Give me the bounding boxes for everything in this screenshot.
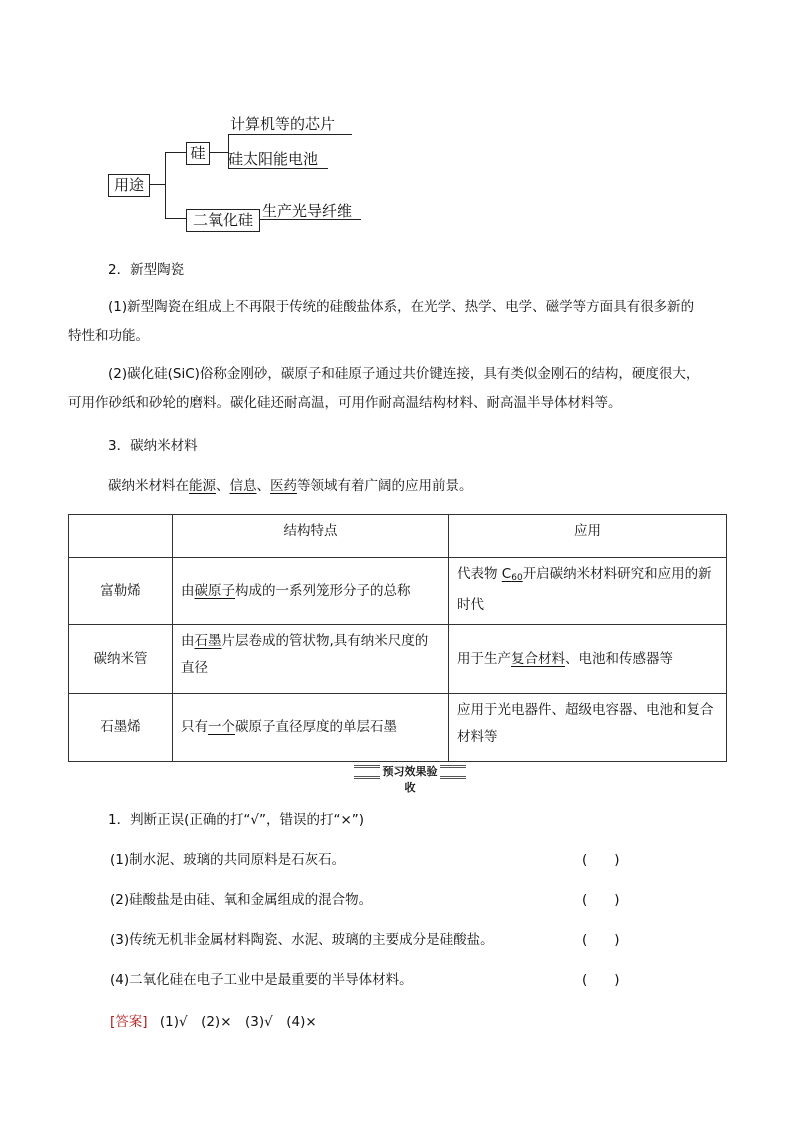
diagram-silicon-box: 硅 xyxy=(186,142,210,165)
banner-label: 预习效果验收 xyxy=(380,764,440,796)
diagram-use-chip: 计算机等的芯片 xyxy=(230,115,336,133)
section-heading-ceramics: 2．新型陶瓷 xyxy=(108,262,185,278)
underlined-term: 碳原子 xyxy=(194,582,235,599)
answer-tag: [答案] xyxy=(110,1014,148,1030)
underlined-term: 信息 xyxy=(229,478,257,494)
diagram-connector xyxy=(165,152,186,153)
section-heading-carbon-nano: 3．碳纳米材料 xyxy=(108,438,198,454)
table-cell-name: 碳纳米管 xyxy=(69,625,173,694)
table-cell-structure xyxy=(173,694,449,762)
quiz-item: (1)制水泥、玻璃的共同原料是石灰石。 xyxy=(110,852,346,868)
text-line: (1)新型陶瓷在组成上不再限于传统的硅酸盐体系，在光学、热学、电学、磁学等方面具有很多新的 xyxy=(108,299,695,315)
table-header-blank xyxy=(69,515,173,558)
underlined-term: 复合材料 xyxy=(511,650,565,667)
subscript: 60 xyxy=(511,573,523,583)
quiz-title: 1．判断正误(正确的打“√”，错误的打“×”) xyxy=(108,812,365,828)
quiz-item: (3)传统无机非金属材料陶瓷、水泥、玻璃的主要成分是硅酸盐。 xyxy=(110,932,494,948)
diagram-connector xyxy=(165,218,186,219)
table-row xyxy=(69,625,727,694)
answer-text: (1)√ (2)× (3)√ (4)× xyxy=(159,1014,317,1030)
diagram-root-box: 用途 xyxy=(108,174,150,197)
text-line: 可用作砂纸和砂轮的磨料。碳化硅还耐高温，可用作耐高温结构材料、耐高温半导体材料等。 xyxy=(68,395,622,411)
table-cell-structure xyxy=(173,625,449,694)
underlined-term: 一个 xyxy=(208,719,235,735)
underlined-term: 能源 xyxy=(189,478,216,494)
text-line: 特性和功能。 xyxy=(68,328,149,344)
diagram-connector xyxy=(228,134,352,135)
underlined-term xyxy=(502,566,523,582)
quiz-answer-blank[interactable]: ( ) xyxy=(582,892,620,908)
quiz-answer-blank[interactable]: ( ) xyxy=(582,932,620,948)
text-span: 片层卷成的管状物,具有纳米尺度的直径 xyxy=(181,633,429,676)
text-span: C xyxy=(501,566,512,582)
diagram-silicon-dioxide-box: 二氧化硅 xyxy=(186,209,260,232)
diagram-connector xyxy=(149,184,165,185)
table-header-application: 应用 xyxy=(449,515,727,558)
text-span: 用于生产 xyxy=(457,650,511,667)
underlined-term: 石墨 xyxy=(194,633,222,649)
quiz-item: (4)二氧化硅在电子工业中是最重要的半导体材料。 xyxy=(110,972,413,988)
text-span: 碳纳米材料在 xyxy=(108,478,189,494)
table-row xyxy=(69,558,727,625)
text-span: 代表物 xyxy=(457,566,502,582)
text-span: 由 xyxy=(181,633,195,649)
table-cell-application xyxy=(449,558,727,625)
paragraph-silicon-carbide xyxy=(68,360,728,418)
quiz-answer-blank[interactable]: ( ) xyxy=(582,852,620,868)
quiz-answer-blank[interactable]: ( ) xyxy=(582,972,620,988)
table-cell-name: 石墨烯 xyxy=(69,694,173,762)
table-header-structure: 结构特点 xyxy=(173,515,449,558)
text-span: 等领域有着广阔的应用前景。 xyxy=(297,478,473,494)
diagram-bracket xyxy=(165,152,166,218)
table-row xyxy=(69,694,727,762)
diagram-use-solar: 硅太阳能电池 xyxy=(228,150,319,168)
text-span: 构成的一系列笼形分子的总称 xyxy=(235,582,411,599)
table-cell-structure xyxy=(173,558,449,625)
text-span: 由 xyxy=(181,582,195,599)
carbon-nano-table xyxy=(68,514,727,762)
underlined-term: 医药 xyxy=(270,478,297,494)
text-span: 、 xyxy=(256,478,270,494)
diagram-connector xyxy=(209,152,228,153)
quiz-item: (2)硅酸盐是由硅、氧和金属组成的混合物。 xyxy=(110,892,373,908)
table-header-row xyxy=(69,515,727,558)
diagram-use-fiber: 生产光导纤维 xyxy=(262,202,353,220)
text-span: 、电池和传感器等 xyxy=(565,650,673,667)
text-span: 、 xyxy=(216,478,230,494)
table-cell-application: 应用于光电器件、超级电容器、电池和复合材料等 xyxy=(449,694,727,762)
text-span: 开启碳纳米材料研究和应用的新时代 xyxy=(457,566,712,613)
paragraph-carbon-nano-intro xyxy=(108,474,473,494)
text-span: 碳原子直径厚度的单层石墨 xyxy=(235,719,397,735)
paragraph-new-ceramics xyxy=(68,293,728,351)
table-cell-name: 富勒烯 xyxy=(69,558,173,625)
text-line: (2)碳化硅(SiC)俗称金刚砂，碳原子和硅原子通过共价键连接，具有类似金刚石的结构，硬度很大， xyxy=(108,366,700,382)
quiz-answer xyxy=(110,1010,317,1030)
preview-check-banner xyxy=(354,765,466,794)
text-span: 只有 xyxy=(181,719,208,735)
table-cell-application xyxy=(449,625,727,694)
